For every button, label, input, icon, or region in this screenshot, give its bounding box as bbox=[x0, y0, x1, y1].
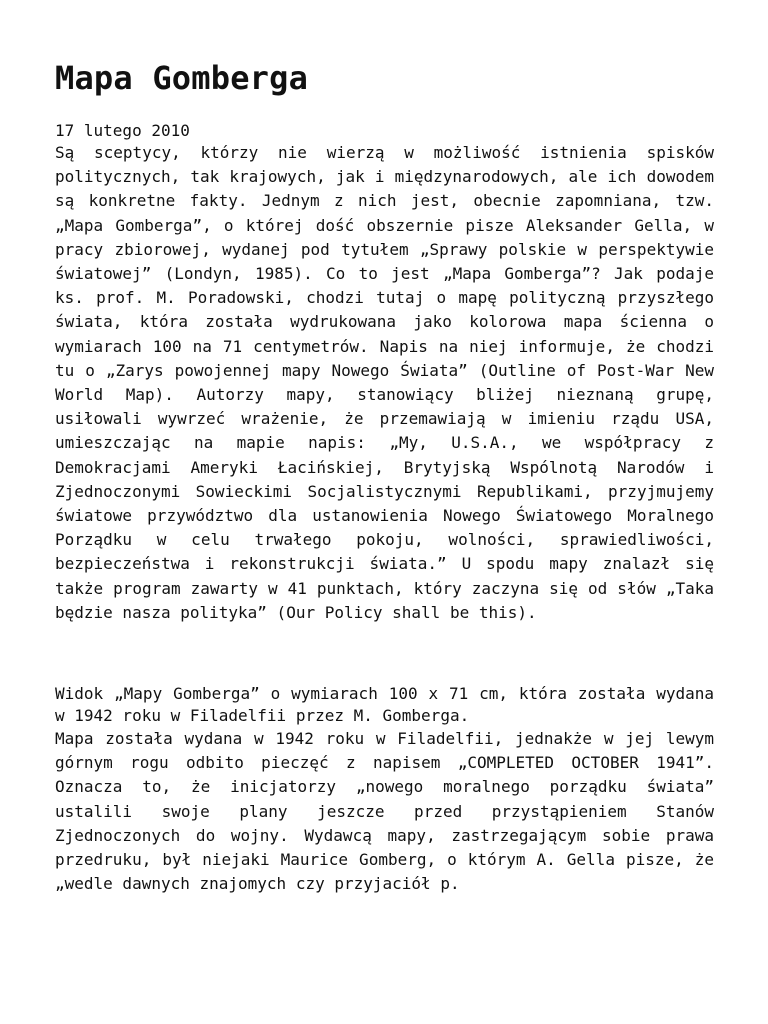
article-date: 17 lutego 2010 bbox=[55, 121, 190, 140]
article bbox=[55, 0, 714, 896]
map-caption: Widok „Mapy Gomberga” o wymiarach 100 x 71 cm, która została wydana w 1942 roku w Filadelfii przez M. Gomberga. bbox=[55, 684, 714, 726]
article-title: Mapa Gomberga bbox=[55, 59, 309, 97]
article-paragraph-2: Mapa została wydana w 1942 roku w Filadelfii, jednakże w jej lewym górnym rogu odbito pieczęć z napisem „COMPLETED OCTOBER 1941”. Oznacza to, że inicjatorzy „nowego moralnego porządku świata” ustalili swoje plany jeszcze przed przystąpieniem Stanów Zjednoczonych do wojny. Wydawcą mapy, zastrzegającym sobie prawa przedruku, był niejaki Maurice Gomberg, o którym A. Gella pisze, że „wedle dawnych znajomych czy przyjaciół p. bbox=[55, 729, 714, 894]
article-paragraph-1: Są sceptycy, którzy nie wierzą w możliwość istnienia spisków politycznych, tak krajowych, jak i międzynarodowych, ale ich dowodem są konkretne fakty. Jednym z nich jest, obecnie zapomniana, tzw. „Mapa Gomberga”, o której dość obszernie pisze Aleksander Gella, w pracy zbiorowej, wydanej pod tytułem „Sprawy polskie w perspektywie światowej” (Londyn, 1985). Co to jest „Mapa Gomberga”? Jak podaje ks. prof. M. Poradowski, chodzi tutaj o mapę polityczną przyszłego świata, która została wydrukowana jako kolorowa mapa ścienna o wymiarach 100 na 71 centymetrów. Napis na niej informuje, że chodzi tu o „Zarys powojennej mapy Nowego Świata” (Outline of Post-War New World Map). Autorzy mapy, stanowiący bliżej nieznaną grupę, usiłowali wywrzeć wrażenie, że przemawiają w imieniu rządu USA, umieszczając na mapie napis: „My, U.S.A., we współpracy z Demokracjami Ameryki Łacińskiej, Brytyjską Wspólnotą Narodów i Zjednoczonymi Sowieckimi Socjalistycznymi Republikami, przyjmujemy światowe przywództwo dla ustanowienia Nowego Światowego Moralnego Porządku w celu trwałego pokoju, wolności, sprawiedliwości, bezpieczeństwa i rekonstrukcji świata.” U spodu mapy znalazł się także program zawarty w 41 punktach, który zaczyna się od słów „Taka będzie nasza polityka” (Our Policy shall be this). bbox=[55, 143, 714, 622]
